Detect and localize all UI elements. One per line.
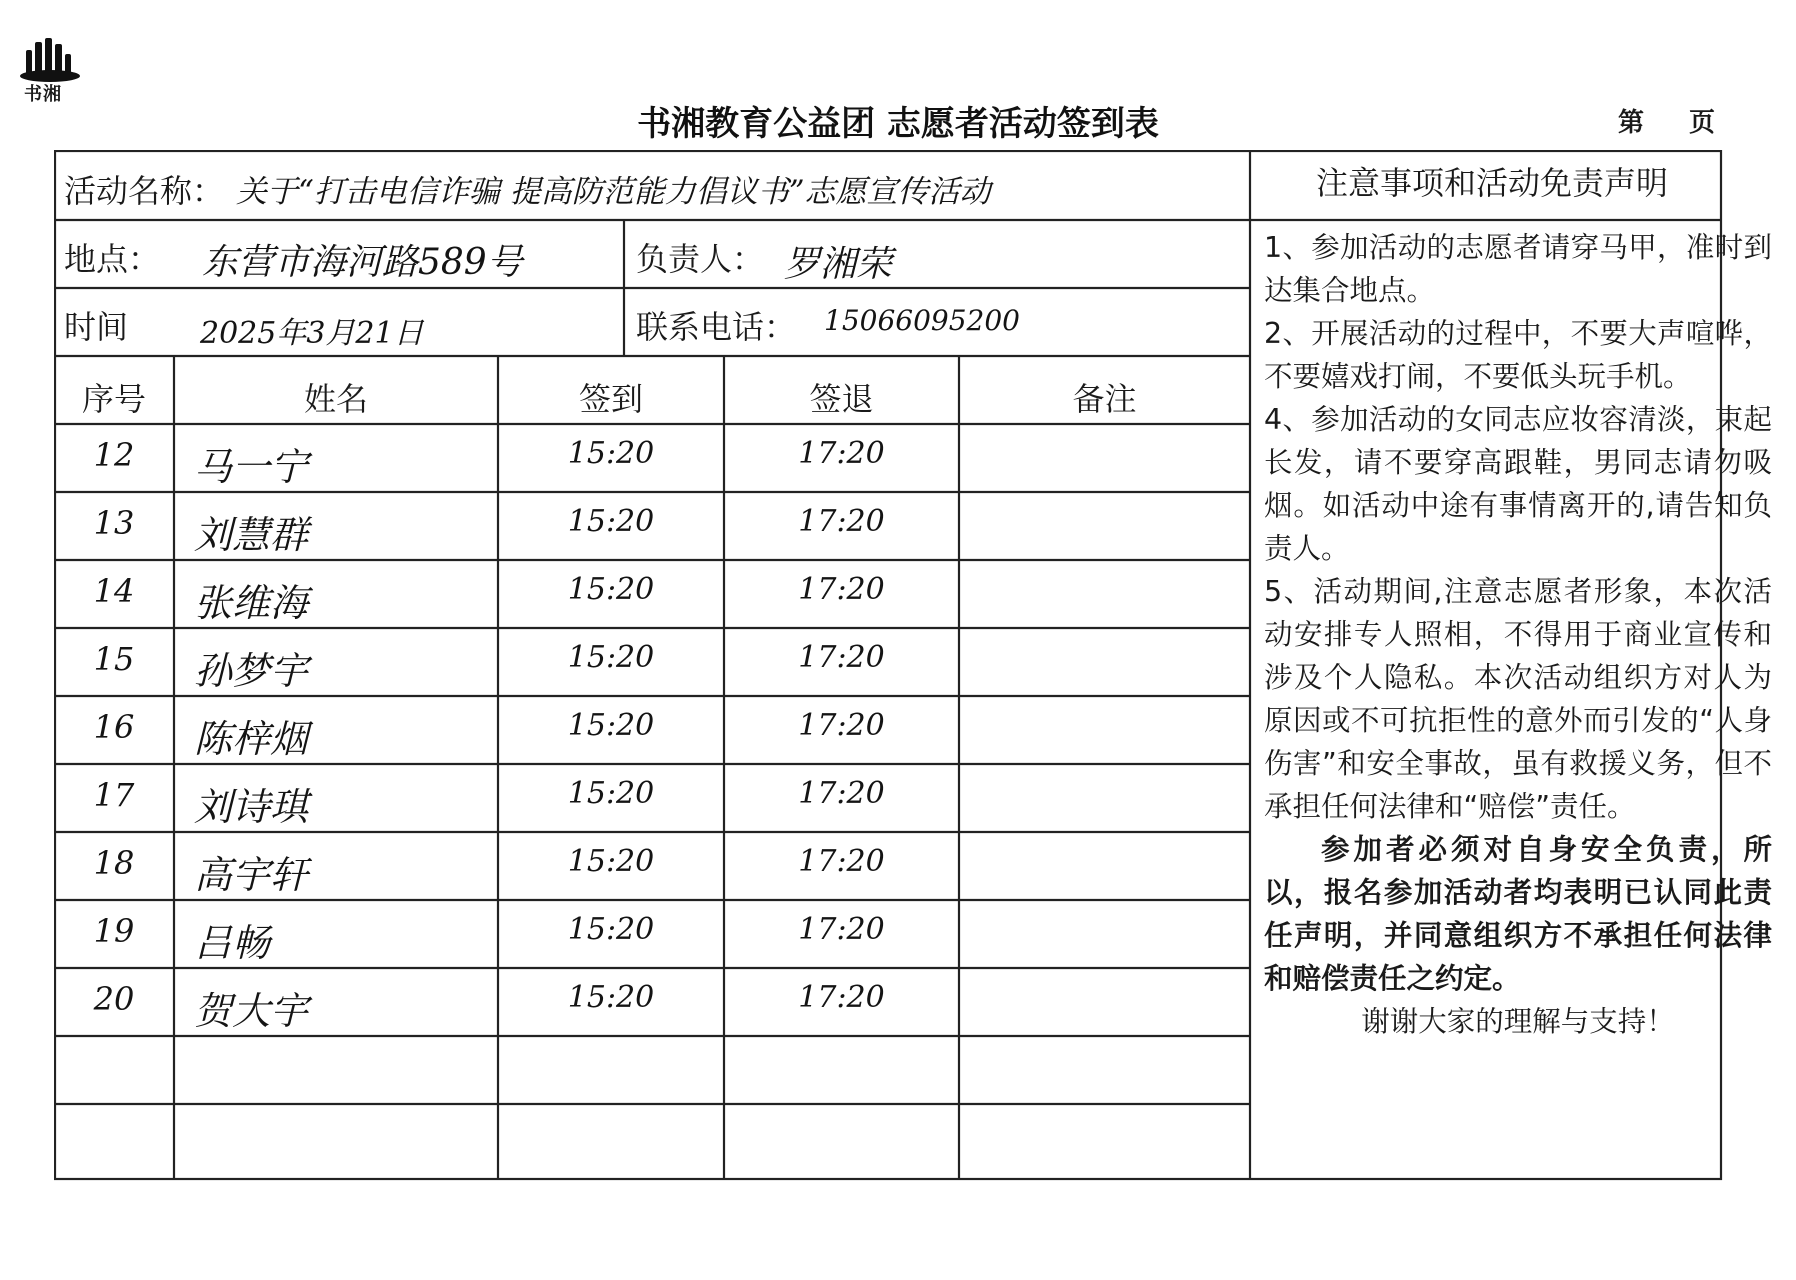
thanks-note: 谢谢大家的理解与支持！: [1361, 1005, 1675, 1038]
page-title: 书湘教育公益团 志愿者活动签到表: [637, 104, 1159, 144]
phone-label: 联系电话：: [636, 308, 797, 346]
row-signin: 15:20: [567, 640, 655, 675]
col-header-signout: 签退: [809, 380, 874, 418]
row-number: 17: [93, 776, 135, 814]
manager-value: 罗湘荣: [784, 244, 893, 285]
notice-item: 5、活动期间,注意志愿者形象，本次活动安排专人照相，不得用于商业宣传和涉及个人隐私。本次活动组织方对人为原因或不可抗拒性的意外而引发的“人身伤害”和安全事故，虽有救援义务，但不承担任何法律和“赔偿”责任。: [1264, 575, 1772, 823]
row-number: 12: [93, 436, 135, 474]
row-name: 高宇轩: [194, 853, 309, 897]
row-signin: 15:20: [567, 504, 655, 539]
row-signout: 17:20: [798, 572, 885, 607]
notice-item: 2、开展活动的过程中，不要大声喧哗，不要嬉戏打闹，不要低头玩手机。: [1264, 317, 1772, 393]
page-number-label: 第 页: [1618, 108, 1717, 138]
row-name: 张维海: [194, 581, 309, 625]
col-header-name: 姓名: [303, 380, 368, 418]
row-name: 贺大宇: [194, 989, 309, 1033]
row-signin: 15:20: [567, 980, 655, 1015]
time-label: 时间: [64, 308, 129, 346]
row-signout: 17:20: [798, 980, 885, 1015]
row-number: 15: [93, 640, 135, 678]
logo-text: 书湘: [24, 84, 62, 105]
phone-value: 15066095200: [824, 304, 1020, 337]
liability-statement: 参加者必须对自身安全负责，所以，报名参加活动者均表明已认同此责任声明，并同意组织方不承担任何法律和赔偿责任之约定。: [1264, 833, 1772, 995]
row-signout: 17:20: [798, 844, 885, 879]
row-signout: 17:20: [798, 776, 885, 811]
col-header-remarks: 备注: [1072, 380, 1137, 418]
row-number: 18: [93, 844, 135, 882]
location-value: 东营市海河路589号: [202, 242, 523, 283]
notice-heading: 注意事项和活动免责声明: [1315, 164, 1668, 202]
row-signin: 15:20: [567, 708, 655, 743]
row-signout: 17:20: [798, 504, 885, 539]
row-name: 刘慧群: [194, 513, 309, 557]
row-name: 马一宁: [194, 445, 309, 489]
activity-name-label: 活动名称：: [64, 172, 225, 210]
activity-name-value: 关于“打击电信诈骗 提高防范能力倡议书”志愿宣传活动: [236, 174, 991, 210]
row-signin: 15:20: [567, 912, 655, 947]
row-signout: 17:20: [798, 436, 885, 471]
row-number: 16: [93, 708, 135, 746]
notice-item: 4、参加活动的女同志应妆容清淡，束起长发，请不要穿高跟鞋，男同志请勿吸烟。如活动中途有事情离开的,请告知负责人。: [1264, 403, 1772, 565]
row-name: 陈梓烟: [194, 717, 309, 761]
row-signin: 15:20: [567, 776, 655, 811]
notice-body: [1264, 226, 1772, 1043]
row-signin: 15:20: [567, 436, 655, 471]
row-name: 吕畅: [194, 921, 271, 965]
row-number: 13: [93, 504, 135, 542]
col-header-number: 序号: [81, 380, 146, 418]
notice-item: 1、参加活动的志愿者请穿马甲，准时到达集合地点。: [1264, 231, 1772, 307]
row-number: 14: [93, 572, 135, 610]
row-name: 孙梦宇: [194, 649, 309, 693]
row-signout: 17:20: [798, 912, 885, 947]
row-number: 19: [93, 912, 135, 950]
col-header-signin: 签到: [578, 380, 643, 418]
row-signin: 15:20: [567, 844, 655, 879]
manager-label: 负责人：: [636, 240, 765, 278]
row-signin: 15:20: [567, 572, 655, 607]
signin-form: [54, 150, 1772, 1182]
row-number: 20: [93, 980, 135, 1018]
row-signout: 17:20: [798, 708, 885, 743]
location-label: 地点：: [64, 240, 161, 278]
row-signout: 17:20: [798, 640, 885, 675]
row-name: 刘诗琪: [194, 785, 309, 829]
time-value: 2025年3月21日: [200, 316, 424, 351]
